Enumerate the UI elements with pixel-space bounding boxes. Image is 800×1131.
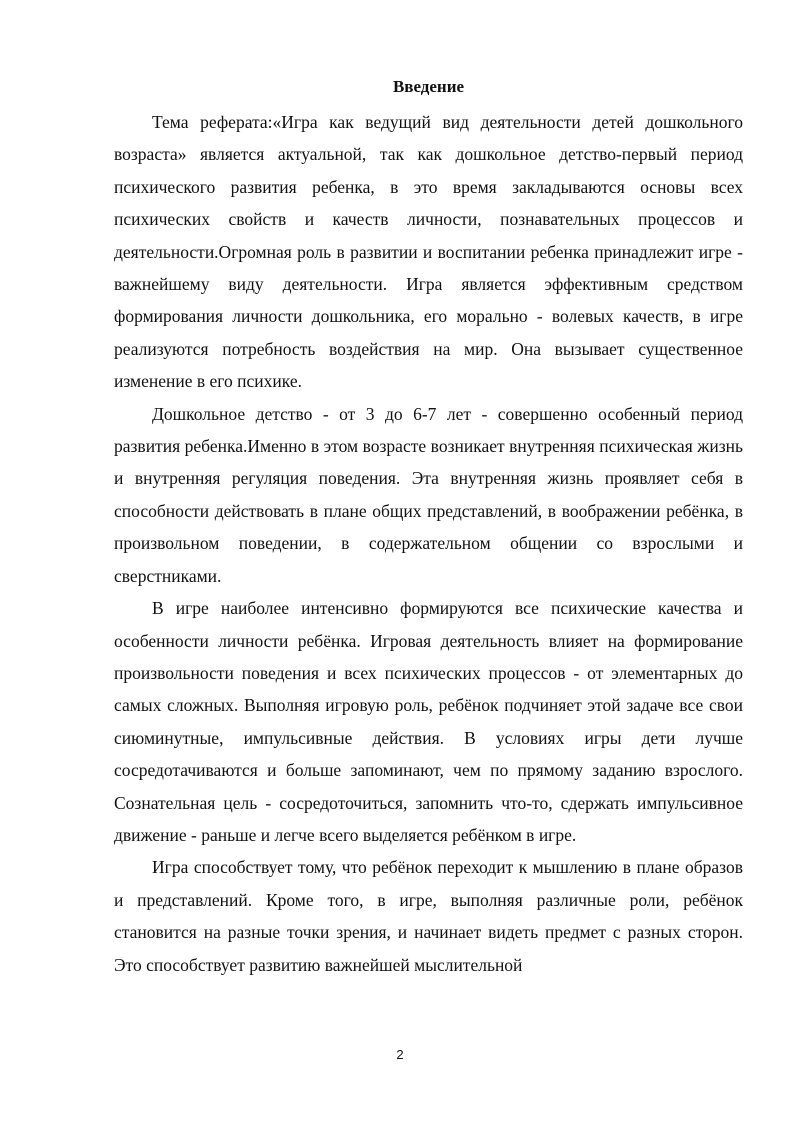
paragraph-1: Тема реферата:«Игра как ведущий вид деятельности детей дошкольного возраста» является актуальной, так как дошкольное детство-первый период психического развития ребенка, в это время закладываются основы всех психических свойств и качеств личности, познавательных процессов и деятельности.Огромная роль в развитии и воспитании ребенка принадлежит игре - важнейшему виду деятельности. Игра является эффективным средством формирования личности дошкольника, его морально - волевых качеств, в игре реализуются потребность воздействия на мир. Она вызывает существенное изменение в его психике.	[114, 112, 743, 392]
paragraph-2: Дошкольное детство - от 3 до 6-7 лет - совершенно особенный период развития ребенка.Именно в этом возрасте возникает внутренняя психическая жизнь и внутренняя регуляция поведения. Эта внутренняя жизнь проявляет себя в способности действовать в плане общих представлений, в воображении ребёнка, в произвольном поведении, в содержательном общении со взрослыми и сверстниками.	[114, 403, 743, 586]
page-number: 2	[396, 1047, 404, 1062]
paragraph-3: В игре наиболее интенсивно формируются все психические качества и особенности личности ребёнка. Игровая деятельность влияет на формирование произвольности поведения и всех психических процессов - от элементарных до самых сложных. Выполняя игровую роль, ребёнок подчиняет этой задаче все свои сиюминутные, импульсивные действия. В условиях игры дети лучше сосредотачиваются и больше запоминают, чем по прямому заданию взрослого. Сознательная цель - сосредоточиться, запомнить что-то, сдержать импульсивное движение - раньше и легче всего выделяется ребёнком в игре.	[114, 598, 743, 845]
section-title: Введение	[392, 77, 465, 96]
page-content	[114, 76, 743, 981]
paragraph-4: Игра способствует тому, что ребёнок переходит к мышлению в плане образов и представлений. Кроме того, в игре, выполняя различные роли, ребёнок становится на разные точки зрения, и начинает видеть предмет с разных сторон. Это способствует развитию важнейшей мыслительной	[114, 857, 743, 975]
